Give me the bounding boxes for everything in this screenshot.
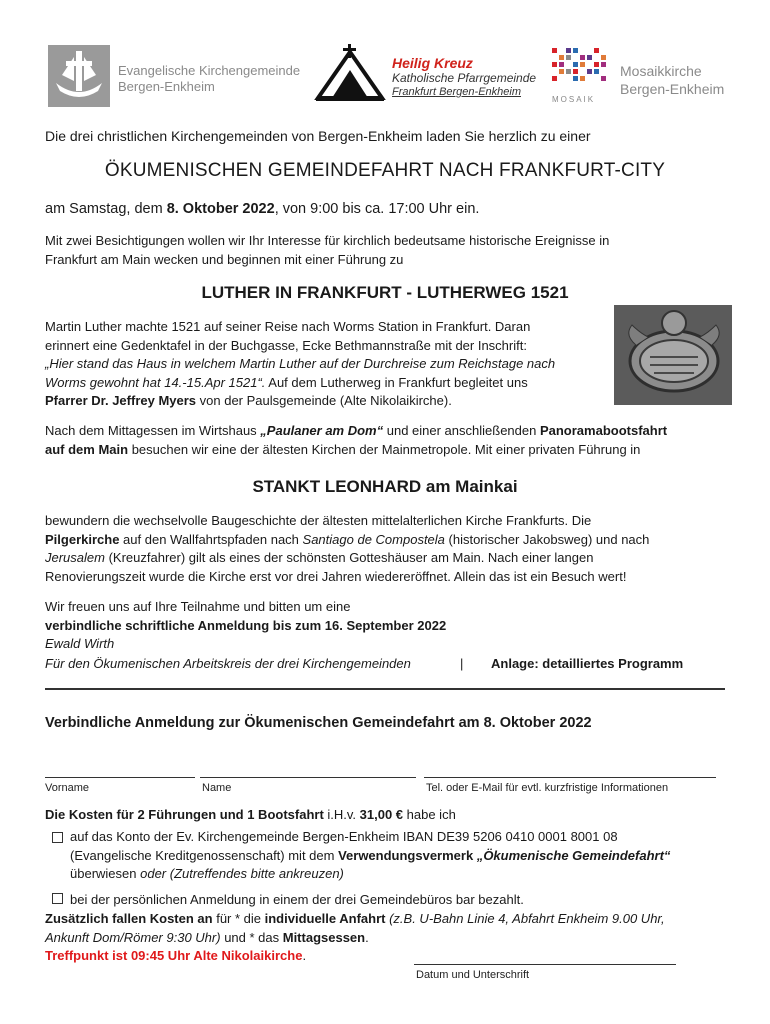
mosaic-square <box>559 55 564 60</box>
extra-meal: Mittagsessen <box>282 929 366 945</box>
date-line-pre: am Samstag, dem <box>45 201 167 217</box>
mosaic-square <box>573 48 578 53</box>
luther-memorial-plaque-image <box>614 305 732 405</box>
extra-anfahrt: individuelle Anfahrt <box>264 911 386 926</box>
luther-line5: von der Paulsgemeinde (Alte Nikolaikirche). <box>196 393 452 408</box>
heilig-kreuz-text <box>392 55 536 98</box>
vzweck-label: Verwendungsvermerk <box>338 847 474 863</box>
closing-org: Für den Ökumenischen Arbeitskreis der drei Kirchengemeinden <box>45 656 411 671</box>
date-line-post: , von 9:00 bis ca. 17:00 Uhr ein. <box>274 201 480 217</box>
option-transfer-line2: (Evangelische Kreditgenossenschaft) mit dem <box>70 847 339 863</box>
mosaik-line2: Bergen-Enkheim <box>620 81 725 97</box>
heilig-kreuz-logo <box>312 42 388 109</box>
mosaic-square <box>601 76 606 81</box>
evangelisch-line2: Bergen-Enkheim <box>118 79 215 94</box>
mosaic-square <box>580 76 585 81</box>
leonhard-line1: bewundern die wechselvolle Baugeschichte der ältesten mittelalterlichen Kirche Frankfurts. Die <box>45 513 592 528</box>
mosaic-square <box>559 69 564 74</box>
meeting-point <box>45 947 306 966</box>
closing-separator: | <box>460 656 464 671</box>
event-date: 8. Oktober 2022 <box>166 201 275 217</box>
name-label: Name <box>202 782 232 794</box>
para-intro-line1: Mit zwei Besichtigungen wollen wir Ihr Interesse für kirchlich bedeutsame historische Ereignisse in <box>45 233 610 248</box>
heilig-kreuz-title: Heilig Kreuz <box>392 55 473 71</box>
intro-text: Die drei christlichen Kirchengemeinden von Bergen-Enkheim laden Sie herzlich zu einer <box>45 128 591 144</box>
lunch-boat1: Panoramabootsfahrt <box>539 423 668 438</box>
mosaic-square <box>566 48 571 53</box>
luther-line1: Martin Luther machte 1521 auf seiner Reise nach Worms Station in Frankfurt. Daran <box>45 319 531 334</box>
evangelisch-line1: Evangelische Kirchengemeinde <box>118 63 301 78</box>
extra-costs <box>45 910 665 947</box>
leonhard-santiago: Santiago de Compostela <box>302 531 445 547</box>
leonhard-line2b: (historischer Jakobsweg) und nach <box>444 531 650 547</box>
closing-signer: Ewald Wirth <box>45 636 115 651</box>
extra-mid1: für * die <box>212 911 265 926</box>
closing-deadline: verbindliche schriftliche Anmeldung bis zum 16. September 2022 <box>45 617 447 633</box>
option-transfer-line1: auf das Konto der Ev. Kirchengemeinde Bergen-Enkheim IBAN DE39 5206 0410 0001 8001 08 <box>70 829 618 844</box>
cost-post: habe ich <box>403 807 456 822</box>
option-transfer-line3b: oder (Zutreffendes bitte ankreuzen) <box>140 866 344 881</box>
heilig-kreuz-sub2: Frankfurt Bergen-Enkheim <box>392 86 521 98</box>
vzweck-value: „Ökumenische Gemeindefahrt“ <box>473 847 671 863</box>
leonhard-line4: Renovierungszeit wurde die Kirche erst vor drei Jahren wiedereröffnet. Allein das ist ein Besuch wert! <box>45 568 627 584</box>
extra-end: . <box>365 929 369 945</box>
lunch-boat2: auf dem Main <box>45 441 129 457</box>
lunch-pre: Nach dem Mittagessen im Wirtshaus <box>45 423 261 438</box>
mosaic-square <box>587 55 592 60</box>
para-intro-line2: Frankfurt am Main wecken und beginnen mit einer Führung zu <box>45 251 404 267</box>
mosaik-label: MOSAIK <box>552 95 596 104</box>
vorname-label: Vorname <box>45 782 90 794</box>
divider <box>45 688 725 690</box>
luther-line4: Auf dem Lutherweg in Frankfurt begleitet uns <box>265 374 528 390</box>
mosaic-square <box>573 76 578 81</box>
evangelisch-logo <box>48 45 110 107</box>
lunch-restaurant: „Paulaner am Dom“ <box>260 423 384 438</box>
mosaik-logo <box>552 48 608 104</box>
section-luther-title: LUTHER IN FRANKFURT - LUTHERWEG 1521 <box>201 283 569 302</box>
luther-pastor: Pfarrer Dr. Jeffrey Myers <box>45 393 197 408</box>
leonhard-pilger: Pilgerkirche <box>45 531 120 547</box>
mosaic-square <box>559 62 564 67</box>
closing-anlage: Anlage: detailliertes Programm <box>491 656 684 671</box>
evangelisch-logo-text <box>118 63 300 95</box>
closing-block <box>45 598 446 654</box>
mosaic-square <box>601 62 606 67</box>
closing-line1: Wir freuen uns auf Ihre Teilnahme und bitten um eine <box>45 599 351 614</box>
cost-line <box>45 806 456 825</box>
form-title: Verbindliche Anmeldung zur Ökumenischen Gemeindefahrt am 8. Oktober 2022 <box>45 715 592 731</box>
signature-line[interactable] <box>414 964 676 965</box>
cost-mid: i.H.v. <box>323 807 360 822</box>
meeting-point-end: . <box>302 948 307 963</box>
section-leonhard-title: STANKT LEONHARD am Mainkai <box>252 477 518 496</box>
mosaic-square <box>580 55 585 60</box>
extra-detail1: (z.B. U-Bahn Linie 4, Abfahrt Enkheim 9.00 Uhr, <box>385 911 665 926</box>
cost-pre: Die Kosten für 2 Führungen und 1 Bootsfahrt <box>45 807 324 822</box>
mosaic-square <box>594 48 599 53</box>
name-line[interactable] <box>200 777 416 778</box>
vorname-line[interactable] <box>45 777 195 778</box>
mosaic-square <box>587 69 592 74</box>
option-transfer-line3a: überwiesen <box>70 866 141 881</box>
closing-footer-line <box>45 655 715 674</box>
extra-mid2: und * das <box>220 929 283 945</box>
mosaik-logo-text <box>620 62 724 98</box>
mosaic-square <box>552 48 557 53</box>
mosaic-square <box>573 69 578 74</box>
extra-pre: Zusätzlich fallen Kosten an <box>45 911 213 926</box>
mosaic-square <box>601 55 606 60</box>
luther-paragraph <box>45 318 610 411</box>
signature-label: Datum und Unterschrift <box>416 969 530 981</box>
option-transfer <box>70 828 670 884</box>
leonhard-line3: (Kreuzfahrer) gilt als eines der schönsten Gotteshäuser am Main. Nach einer langen <box>104 550 594 565</box>
extra-detail2: Ankunft Dom/Römer 9:30 Uhr) <box>45 929 221 945</box>
option-cash: bei der persönlichen Anmeldung in einem der drei Gemeindebüros bar bezahlt. <box>70 892 524 907</box>
para-intro <box>45 232 609 269</box>
lunch-mid: und einer anschließenden <box>383 423 540 438</box>
mosaic-square <box>573 62 578 67</box>
mosaic-square <box>552 62 557 67</box>
mosaic-square <box>580 62 585 67</box>
main-title: ÖKUMENISCHEN GEMEINDEFAHRT NACH FRANKFURT-CITY <box>104 160 666 181</box>
mosaic-square <box>594 69 599 74</box>
contact-label: Tel. oder E-Mail für evtl. kurzfristige Informationen <box>426 782 669 794</box>
heilig-kreuz-sub1: Katholische Pfarrgemeinde <box>392 71 537 85</box>
checkbox-cash[interactable] <box>52 893 63 904</box>
leonhard-paragraph <box>45 512 649 586</box>
mosaic-square <box>594 62 599 67</box>
meeting-point-text: Treffpunkt ist 09:45 Uhr Alte Nikolaikirche <box>45 948 303 963</box>
mosaic-square <box>566 69 571 74</box>
cost-amount: 31,00 € <box>359 807 404 822</box>
lunch-post: besuchen wir eine der ältesten Kirchen der Mainmetropole. Mit einer privaten Führung in <box>128 441 641 457</box>
lunch-paragraph <box>45 422 667 459</box>
mosaic-square <box>552 76 557 81</box>
luther-quote1: „Hier stand das Haus in welchem Martin Luther auf der Durchreise zum Reichstage nach <box>45 356 556 371</box>
mosaik-line1: Mosaikkirche <box>620 63 702 79</box>
mosaic-square <box>566 55 571 60</box>
leonhard-line2a: auf den Wallfahrtspfaden nach <box>119 531 303 547</box>
date-line <box>45 200 479 219</box>
checkbox-transfer[interactable] <box>52 832 63 843</box>
luther-line2: erinnert eine Gedenktafel in der Buchgasse, Ecke Bethmannstraße mit der Inschrift: <box>45 337 527 353</box>
contact-line[interactable] <box>424 777 716 778</box>
leonhard-jerusalem: Jerusalem <box>45 550 105 565</box>
luther-quote2: Worms gewohnt hat 14.-15.Apr 1521“. <box>45 374 266 390</box>
